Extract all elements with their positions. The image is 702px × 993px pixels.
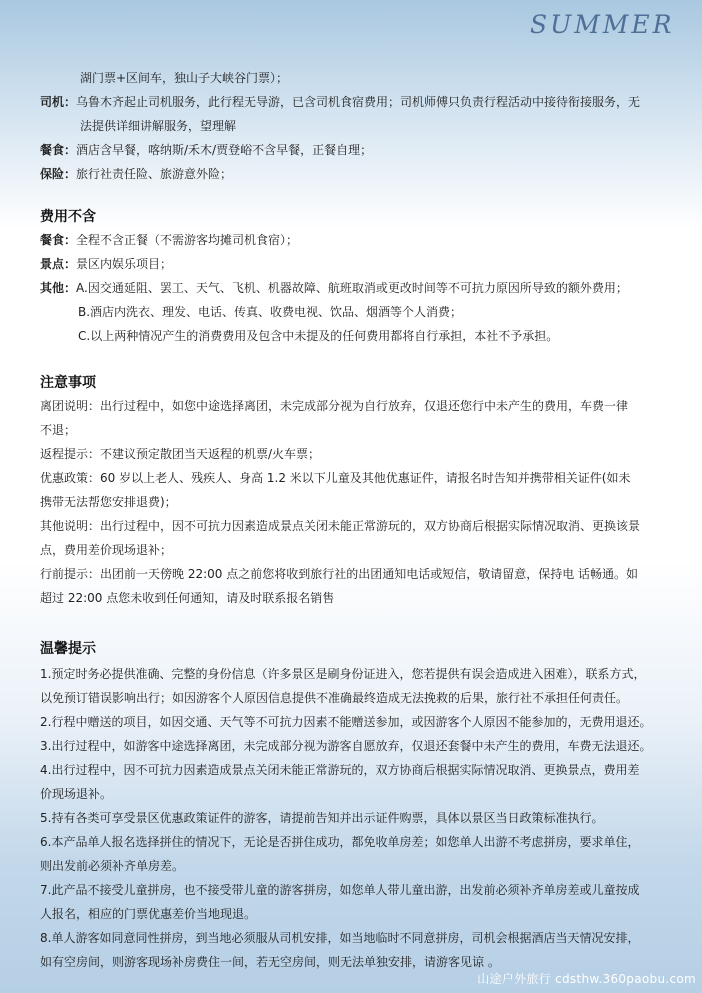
tips-heading: 温馨提示 bbox=[40, 641, 96, 657]
excluded-other-b: B.酒店内洗衣、理发、电话、传真、收费电视、饮品、烟酒等个人消费； bbox=[78, 305, 463, 319]
tip-line: 则出发前必须补齐单房差。 bbox=[40, 859, 185, 873]
notes-line: 返程提示：不建议预定散团当天返程的机票/火车票； bbox=[40, 447, 321, 461]
document-body bbox=[40, 66, 670, 974]
notes-heading: 注意事项 bbox=[40, 375, 96, 391]
notes-list bbox=[40, 394, 670, 610]
ticket-continuation: 湖门票+区间车，独山子大峡谷门票）； bbox=[80, 71, 289, 85]
insurance-row bbox=[40, 162, 670, 186]
excluded-meals-row bbox=[40, 228, 670, 252]
tip-line: 7.此产品不接受儿童拼房，也不接受带儿童的游客拼房，如您单人带儿童出游，出发前必须补齐单房差或儿童按成 bbox=[40, 883, 640, 897]
tip-line: 人报名，相应的门票优惠差价当地现退。 bbox=[40, 907, 257, 921]
excluded-meals-text: 全程不含正餐（不需游客均摊司机食宿）； bbox=[76, 233, 299, 247]
tip-line: 3.出行过程中，如游客中途选择离团，未完成部分视为游客自愿放弃，仅退还套餐中未产生的费用，车费无法退还。 bbox=[40, 739, 652, 753]
tip-line: 如有空房间，则游客现场补房费住一间，若无空房间，则无法单独安排，请游客见谅 。 bbox=[40, 955, 500, 969]
notes-line: 其他说明：出行过程中，因不可抗力因素造成景点关闭未能正常游玩的，双方协商后根据实际情况取消、更换该景 bbox=[40, 519, 641, 533]
tip-line: 6.本产品单人报名选择拼住的情况下，无论是否拼住成功，都免收单房差；如您单人出游不考虑拼房，要求单住， bbox=[40, 835, 640, 849]
tip-line: 5.持有各类可享受景区优惠政策证件的游客，请提前告知并出示证件购票，具体以景区当日政策标准执行。 bbox=[40, 811, 604, 825]
driver-label: 司机： bbox=[40, 95, 77, 109]
insurance-label: 保险： bbox=[40, 167, 77, 181]
notes-line: 不退； bbox=[40, 423, 77, 437]
excluded-other-label: 其他： bbox=[40, 281, 77, 295]
excluded-meals-label: 餐食： bbox=[40, 233, 77, 247]
tip-line: 价现场退补。 bbox=[40, 787, 113, 801]
driver-row bbox=[40, 90, 670, 114]
meals-row bbox=[40, 138, 670, 162]
tip-line: 8.单人游客如同意同性拼房，到当地必须服从司机安排，如当地临时不同意拼房，司机会根据酒店当天情况安排， bbox=[40, 931, 640, 945]
notes-line: 优惠政策：60 岁以上老人、残疾人、身高 1.2 米以下儿童及其他优惠证件，请报名时告知并携带相关证件(如未 bbox=[40, 471, 631, 485]
driver-text: 乌鲁木齐起止司机服务，此行程无导游，已含司机食宿费用；司机师傅只负责行程活动中接待衔接服务，无 bbox=[76, 95, 641, 109]
notes-line: 超过 22:00 点您未收到任何通知，请及时联系报名销售 bbox=[40, 591, 335, 605]
meals-text: 酒店含早餐，喀纳斯/禾木/贾登峪不含早餐，正餐自理； bbox=[76, 143, 373, 157]
excluded-other-row bbox=[40, 276, 670, 300]
notes-line: 点，费用差价现场退补； bbox=[40, 543, 173, 557]
excluded-scenic-text: 景区内娱乐项目； bbox=[76, 257, 173, 271]
notes-line: 行前提示：出团前一天傍晚 22:00 点之前您将收到旅行社的出团通知电话或短信，敬请留意，保持电 话畅通。如 bbox=[40, 567, 639, 581]
summer-logo: SUMMER bbox=[530, 10, 675, 39]
notes-line: 离团说明：出行过程中，如您中途选择离团，未完成部分视为自行放弃，仅退还您行中未产生的费用，车费一律 bbox=[40, 399, 629, 413]
meals-label: 餐食： bbox=[40, 143, 77, 157]
tip-line: 以免预订错误影响出行；如因游客个人原因信息提供不准确最终造成无法挽救的后果，旅行社不承担任何责任。 bbox=[40, 691, 629, 705]
tips-list bbox=[40, 662, 670, 974]
excluded-heading: 费用不含 bbox=[40, 209, 96, 225]
excluded-scenic-row bbox=[40, 252, 670, 276]
tip-line: 1.预定时务必提供准确、完整的身份信息（许多景区是刷身份证进入，您若提供有误会造成进入困难），联系方式， bbox=[40, 667, 646, 681]
tip-line: 4.出行过程中，因不可抗力因素造成景点关闭未能正常游玩的，双方协商后根据实际情况取消、更换景点，费用差 bbox=[40, 763, 640, 777]
driver-text-cont: 法提供详细讲解服务，望理解 bbox=[80, 119, 237, 133]
excluded-other-c: C.以上两种情况产生的消费费用及包含中未提及的任何费用都将自行承担，本社不予承担。 bbox=[78, 329, 559, 343]
watermark-footer: 山途户外旅行 cdsthw.360paobu.com bbox=[477, 972, 696, 986]
insurance-text: 旅行社责任险、旅游意外险； bbox=[76, 167, 233, 181]
excluded-scenic-label: 景点： bbox=[40, 257, 77, 271]
notes-line: 携带无法帮您安排退费)； bbox=[40, 495, 177, 509]
tip-line: 2.行程中赠送的项目，如因交通、天气等不可抗力因素不能赠送参加，或因游客个人原因不能参加的，无费用退还。 bbox=[40, 715, 652, 729]
excluded-other-a: A.因交通延阻、罢工、天气、飞机、机器故障、航班取消或更改时间等不可抗力原因所导致的额外费用； bbox=[76, 281, 628, 295]
